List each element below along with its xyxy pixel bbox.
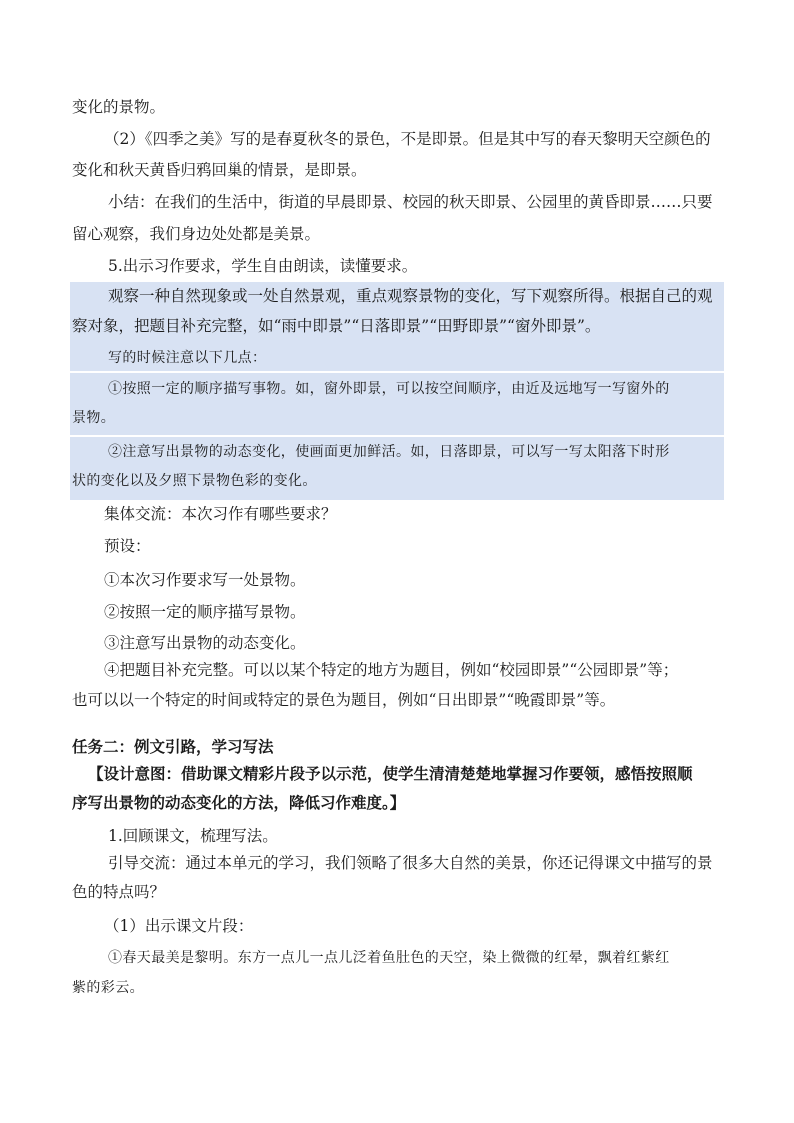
- requirement-line: 景物。: [72, 410, 116, 426]
- discussion-line: ③注意写出景物的动态变化。: [104, 634, 306, 652]
- paragraph-line: 引导交流：通过本单元的学习，我们领略了很多大自然的美景，你还记得课文中描写的景: [108, 854, 713, 872]
- requirement-line: 观察一种自然现象或一处自然景观，重点观察景物的变化，写下观察所得。根据自己的观: [108, 287, 713, 305]
- discussion-line: ②按照一定的顺序描写景物。: [104, 603, 306, 621]
- box-divider: [70, 435, 724, 437]
- excerpt-line: ①春天最美是黎明。东方一点儿一点儿泛着鱼肚色的天空，染上微微的红晕，飘着红紫红: [108, 950, 670, 966]
- box-divider: [70, 371, 724, 373]
- summary-line: 小结：在我们的生活中，街道的早晨即景、校园的秋天即景、公园里的黄昏即景……只要: [108, 193, 713, 211]
- requirement-line: ①按照一定的顺序描写事物。如，窗外即景，可以按空间顺序，由近及远地写一写窗外的: [108, 381, 670, 397]
- discussion-line: ④把题目补充完整。可以以某个特定的地方为题目，例如“校园即景”“公园即景”等；: [104, 661, 679, 679]
- summary-line: 留心观察，我们身边处处都是美景。: [72, 225, 321, 243]
- paragraph-line: （1）出示课文片段：: [104, 917, 254, 935]
- discussion-line: 集体交流：本次习作有哪些要求？: [104, 505, 337, 523]
- design-intent-line: 序写出景物的动态变化的方法，降低习作难度。】: [72, 793, 406, 812]
- excerpt-line: 紫的彩云。: [72, 980, 144, 996]
- section-heading: 任务二：例文引路，学习写法: [72, 737, 274, 756]
- paragraph-line: 色的特点吗？: [72, 883, 166, 901]
- discussion-line: ①本次习作要求写一处景物。: [104, 571, 306, 589]
- paragraph-line: 变化和秋天黄昏归鸦回巢的情景，是即景。: [72, 161, 367, 179]
- paragraph-line: 变化的景物。: [72, 98, 166, 116]
- requirement-line: ②注意写出景物的动态变化，使画面更加鲜活。如，日落即景，可以写一写太阳落下时形: [108, 444, 670, 460]
- step-line: 1.回顾课文，梳理写法。: [108, 827, 278, 845]
- requirement-line: 写的时候注意以下几点：: [108, 350, 267, 366]
- discussion-line: 预设：: [104, 537, 151, 555]
- design-intent-line: 【设计意图：借助课文精彩片段予以示范，使学生清清楚楚地掌握习作要领，感悟按照顺: [88, 764, 693, 783]
- step-line: 5.出示习作要求，学生自由朗读，读懂要求。: [108, 257, 418, 275]
- discussion-line: 也可以以一个特定的时间或特定的景色为题目，例如“日出即景”“晚霞即景”等。: [72, 691, 616, 709]
- requirement-line: 察对象，把题目补充完整，如“雨中即景”“日落即景”“田野即景”“窗外即景”。: [72, 317, 601, 335]
- paragraph-line: （2）《四季之美》写的是春夏秋冬的景色，不是即景。但是其中写的春天黎明天空颜色的: [104, 130, 711, 148]
- requirement-line: 状的变化以及夕照下景物色彩的变化。: [72, 473, 317, 489]
